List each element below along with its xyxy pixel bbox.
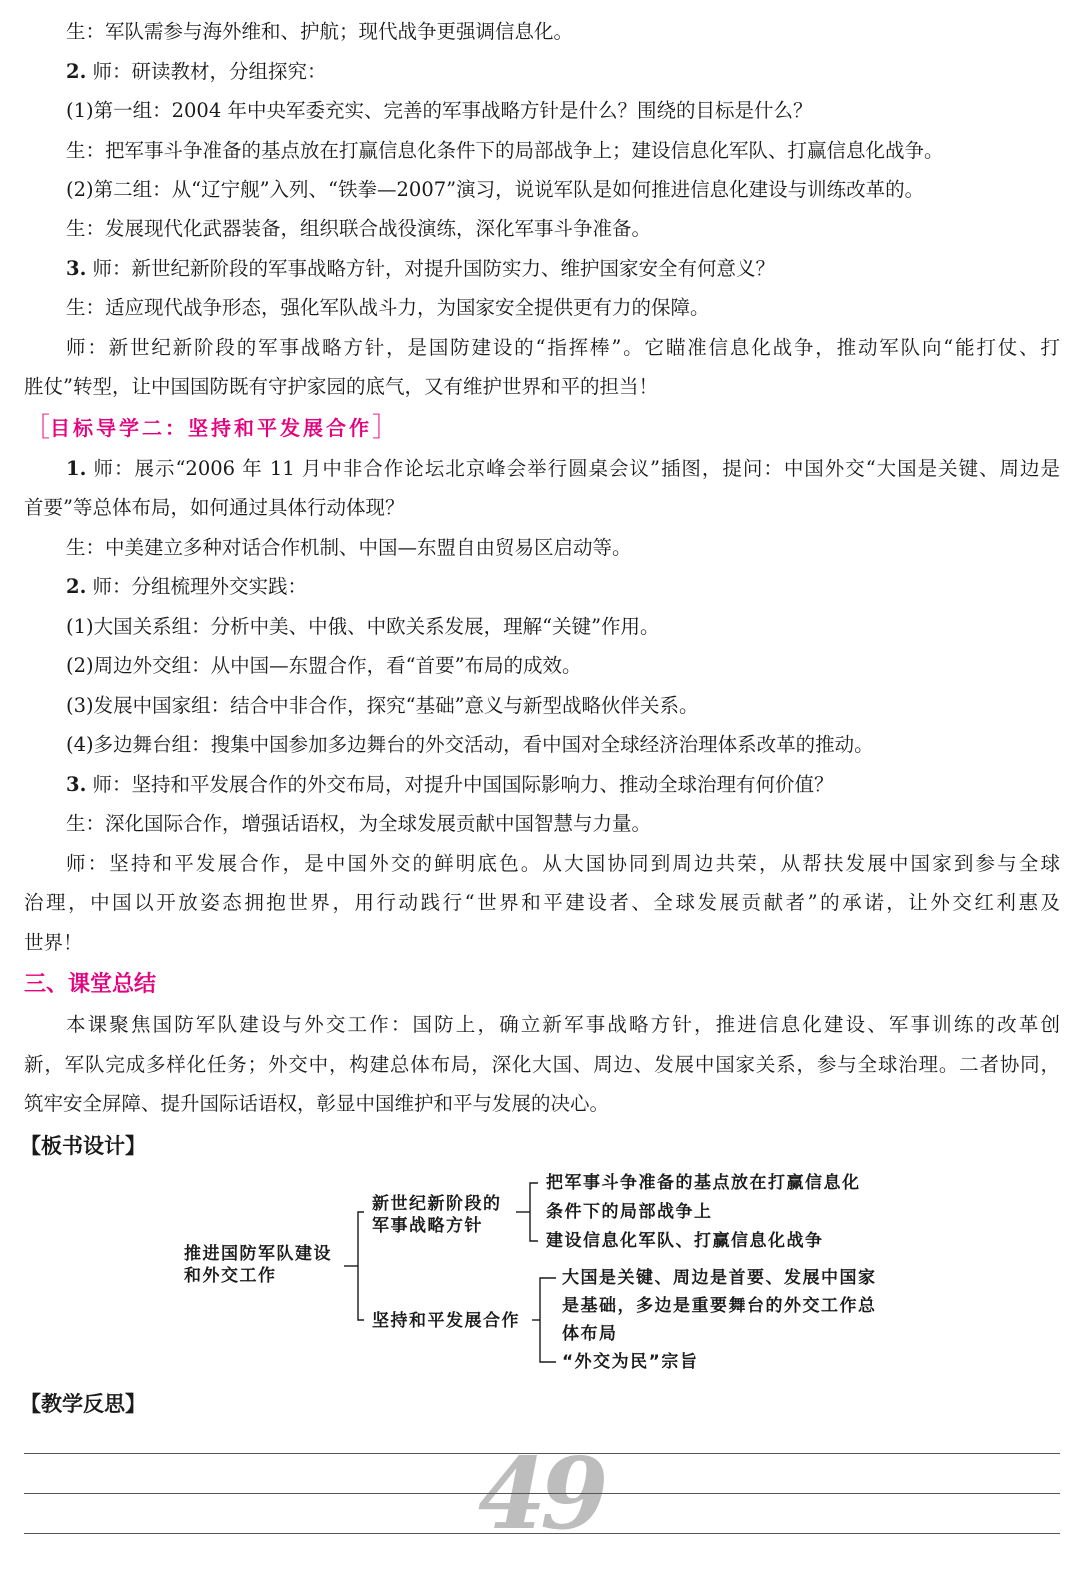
paragraph: (3)发展中国家组：结合中非合作，探究“基础”意义与新型战略伙伴关系。 bbox=[66, 694, 699, 717]
paragraph: 生：深化国际合作，增强话语权，为全球发展贡献中国智慧与力量。 bbox=[66, 812, 652, 835]
paragraph: 生：中美建立多种对话合作机制、中国—东盟自由贸易区启动等。 bbox=[66, 536, 632, 559]
paragraph: (4)多边舞台组：搜集中国参加多边舞台的外交活动，看中国对全球经济治理体系改革的推动。 bbox=[66, 733, 874, 756]
board-root-line2: 和外交工作 bbox=[184, 1266, 277, 1286]
writing-line bbox=[24, 1453, 1060, 1454]
paragraph: 生：军队需参与海外维和、护航；现代战争更强调信息化。 bbox=[66, 20, 574, 43]
paragraph: (1)大国关系组：分析中美、中俄、中欧关系发展，理解“关键”作用。 bbox=[66, 615, 660, 638]
paragraph: (2)第二组：从“辽宁舰”入列、“铁拳—2007”演习，说说军队是如何推进信息化建设与训练改革的。 bbox=[66, 178, 925, 201]
item-number: 3. bbox=[66, 773, 87, 796]
paragraph: 筑牢安全屏障、提升国际话语权，彰显中国维护和平与发展的决心。 bbox=[24, 1092, 610, 1115]
board-branch2-child1-line1: 大国是关键、周边是首要、发展中国家 bbox=[562, 1268, 877, 1288]
paragraph: 新，军队完成多样化任务；外交中，构建总体布局，深化大国、周边、发展中国家关系，参与全球治理。二者协同， bbox=[24, 1053, 1060, 1076]
section-heading-goal2: ［目标导学二：坚持和平发展合作］ bbox=[24, 413, 399, 443]
board-branch1-line2: 军事战略方针 bbox=[372, 1216, 483, 1236]
paragraph: 师：新世纪新阶段的军事战略方针，是国防建设的“指挥棒”。它瞄准信息化战争，推动军队向“能打仗、打 bbox=[66, 336, 1060, 359]
item-text: 师：分组梳理外交实践： bbox=[86, 575, 308, 598]
page-number: 49 bbox=[478, 1437, 603, 1552]
writing-line bbox=[24, 1533, 1060, 1534]
teaching-reflection-title: 【教学反思】 bbox=[20, 1392, 146, 1416]
paragraph: 生：把军事斗争准备的基点放在打赢信息化条件下的局部战争上；建设信息化军队、打赢信息化战争。 bbox=[66, 139, 944, 162]
paragraph: 生：适应现代战争形态，强化军队战斗力，为国家安全提供更有力的保障。 bbox=[66, 296, 710, 319]
board-branch1-child1-line2: 条件下的局部战争上 bbox=[546, 1202, 713, 1222]
board-root-line1: 推进国防军队建设 bbox=[184, 1244, 332, 1264]
paragraph: 治理，中国以开放姿态拥抱世界，用行动践行“世界和平建设者、全球发展贡献者”的承诺，让外交红利惠及 bbox=[24, 891, 1060, 914]
board-branch2: 坚持和平发展合作 bbox=[372, 1311, 520, 1331]
board-branch1-child1-line1: 把军事斗争准备的基点放在打赢信息化 bbox=[546, 1173, 861, 1193]
writing-line bbox=[24, 1493, 1060, 1494]
item-number: 2. bbox=[66, 575, 87, 598]
paragraph: 师：坚持和平发展合作，是中国外交的鲜明底色。从大国协同到周边共荣，从帮扶发展中国家到参与全球 bbox=[66, 852, 1060, 875]
paragraph: 生：发展现代化武器装备，组织联合战役演练，深化军事斗争准备。 bbox=[66, 217, 652, 240]
section-heading-text: 目标导学二：坚持和平发展合作 bbox=[50, 416, 373, 440]
item-number: 1. bbox=[66, 457, 87, 480]
item-text: 师：新世纪新阶段的军事战略方针，对提升国防实力、维护国家安全有何意义？ bbox=[86, 257, 776, 280]
paragraph: 胜仗”转型，让中国国防既有守护家园的底气，又有维护世界和平的担当！ bbox=[24, 375, 658, 398]
item-number: 2. bbox=[66, 60, 87, 83]
paragraph: 本课聚焦国防军队建设与外交工作：国防上，确立新军事战略方针，推进信息化建设、军事训练的改革创 bbox=[66, 1013, 1060, 1036]
paragraph: (1)第一组：2004 年中央军委充实、完善的军事战略方针是什么？围绕的目标是什么？ bbox=[66, 99, 813, 122]
board-branch1-line1: 新世纪新阶段的 bbox=[372, 1194, 502, 1214]
item-text: 师：研读教材，分组探究： bbox=[86, 60, 327, 83]
item-text: 师：展示“2006 年 11 月中非合作论坛北京峰会举行圆桌会议”插图，提问：中国外交“大国是关键、周边是 bbox=[86, 457, 1060, 480]
board-design-title: 【板书设计】 bbox=[20, 1134, 146, 1158]
paragraph: 世界！ bbox=[24, 931, 83, 954]
item-text: 师：坚持和平发展合作的外交布局，对提升中国国际影响力、推动全球治理有何价值？ bbox=[86, 773, 834, 796]
board-branch1-child2: 建设信息化军队、打赢信息化战争 bbox=[546, 1231, 824, 1251]
section-heading-summary: 三、课堂总结 bbox=[24, 972, 157, 997]
paragraph: 首要”等总体布局，如何通过具体行动体现？ bbox=[24, 496, 405, 519]
item-number: 3. bbox=[66, 257, 87, 280]
board-branch2-child2: “外交为民”宗旨 bbox=[562, 1352, 699, 1372]
paragraph: (2)周边外交组：从中国—东盟合作，看“首要”布局的成效。 bbox=[66, 654, 582, 677]
board-branch2-child1-line2: 是基础，多边是重要舞台的外交工作总 bbox=[562, 1296, 877, 1316]
board-branch2-child1-line3: 体布局 bbox=[562, 1324, 618, 1344]
